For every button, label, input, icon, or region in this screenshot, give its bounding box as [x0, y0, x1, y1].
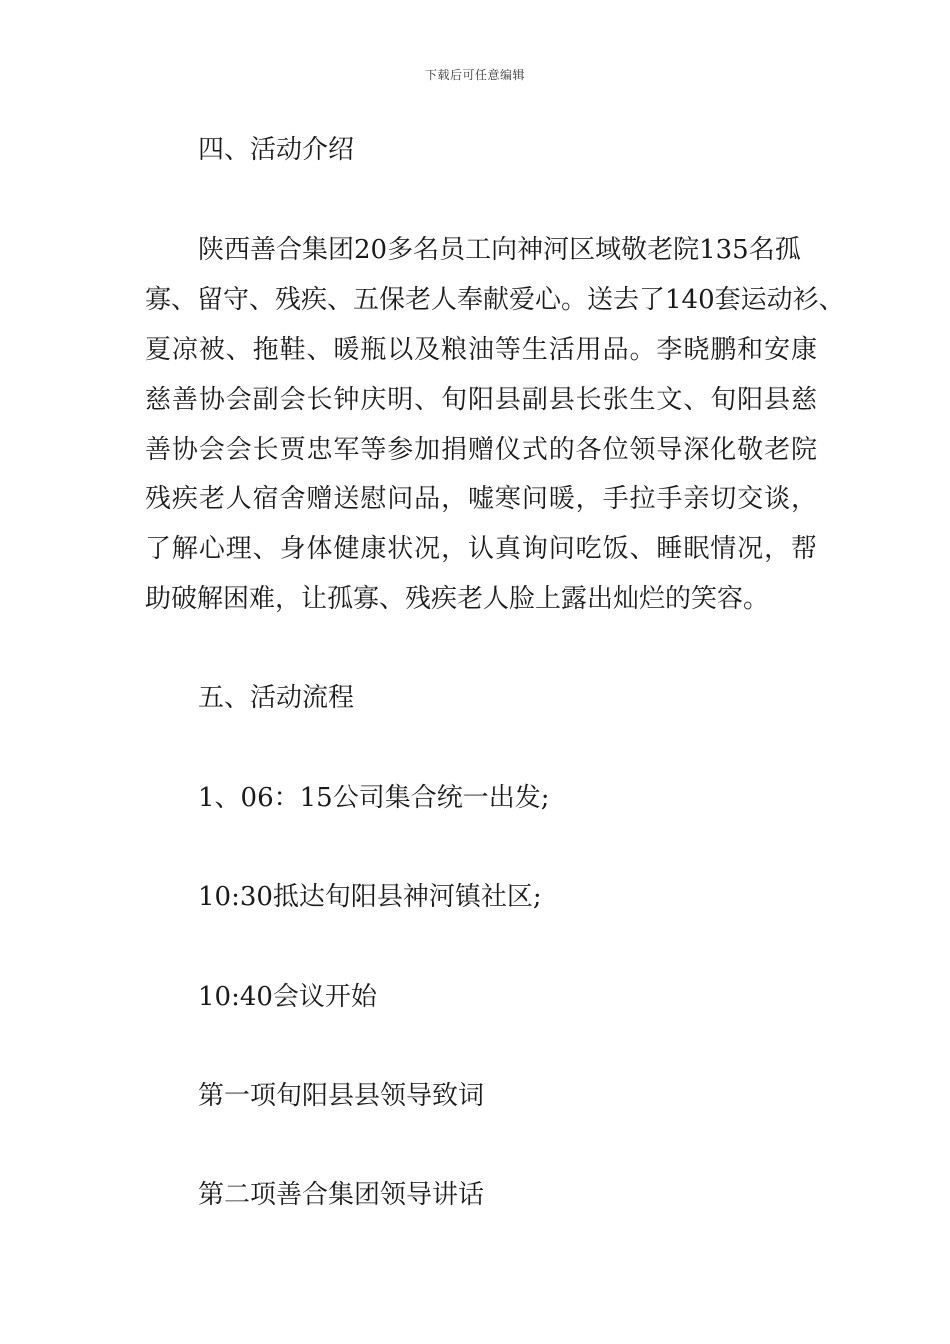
paragraph-line: 夏凉被、拖鞋、暖瓶以及粮油等生活用品。李晓鹏和安康 — [145, 335, 817, 365]
flow-item: 第一项旬阳县县领导致词 — [198, 1081, 485, 1111]
section-heading-activity-intro: 四、活动介绍 — [198, 135, 355, 165]
paragraph-line: 善协会会长贾忠军等参加捐赠仪式的各位领导深化敬老院 — [145, 435, 817, 465]
section-heading-activity-flow: 五、活动流程 — [198, 683, 355, 713]
paragraph-line: 残疾老人宿舍赠送慰问品，嘘寒问暖，手拉手亲切交谈， — [145, 484, 817, 514]
flow-item: 1、06：15公司集合统一出发; — [198, 783, 550, 813]
paragraph-line: 助破解困难，让孤寡、残疾老人脸上露出灿烂的笑容。 — [145, 584, 770, 614]
header-note: 下载后可任意编辑 — [424, 68, 525, 82]
paragraph-line: 寡、留守、残疾、五保老人奉献爱心。送去了140套运动衫、 — [145, 285, 845, 315]
flow-item: 第二项善合集团领导讲话 — [198, 1180, 485, 1210]
paragraph-line: 了解心理、身体健康状况，认真询问吃饭、睡眠情况，帮 — [145, 534, 817, 564]
paragraph-line: 慈善协会副会长钟庆明、旬阳县副县长张生文、旬阳县慈 — [145, 385, 817, 415]
paragraph-line: 陕西善合集团20多名员工向神河区域敬老院135名孤 — [198, 235, 801, 265]
flow-item: 10:40会议开始 — [198, 982, 377, 1012]
flow-item: 10:30抵达旬阳县神河镇社区; — [198, 882, 542, 912]
